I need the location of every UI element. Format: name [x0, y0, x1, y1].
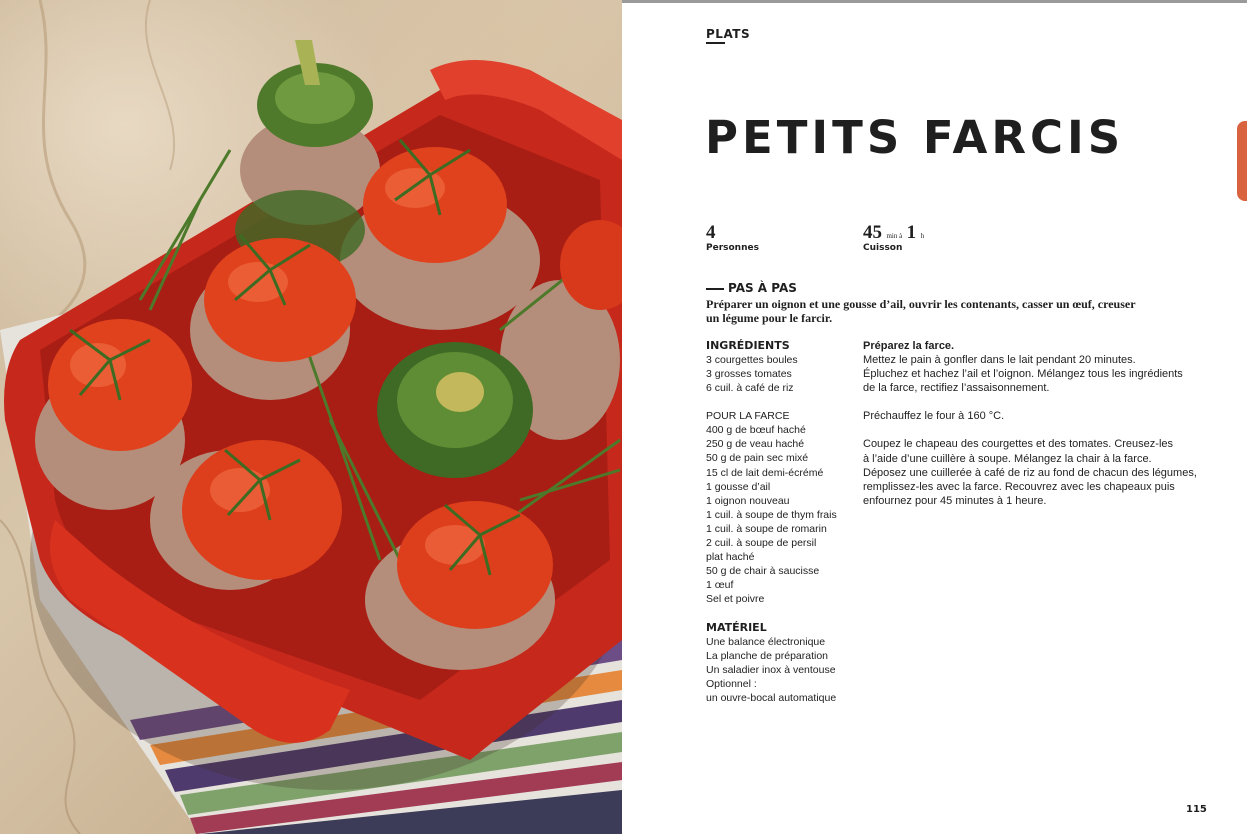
cook-label: Cuisson	[863, 243, 903, 253]
instruction-line: à l’aide d’une cuillère à soupe. Mélangez la chair à la farce.	[863, 452, 1152, 465]
stuffing-item: 1 oignon nouveau	[706, 494, 790, 507]
ingredients-title: INGRÉDIENTS	[706, 339, 790, 352]
equipment-item: Une balance électronique	[706, 635, 826, 648]
section-label: PLATS	[706, 27, 751, 41]
instruction-line: Épluchez et hachez l’ail et l’oignon. Mélangez tous les ingrédients	[863, 368, 1183, 381]
instruction-line: de la farce, rectifiez l’assaisonnement.	[863, 382, 1050, 395]
stuffing-title: POUR LA FARCE	[706, 410, 790, 423]
instruction-paragraph	[863, 339, 1213, 395]
instruction-step-title: Préparez la farce.	[863, 340, 955, 352]
cook-min-value: 45	[863, 222, 882, 243]
stuffed-vegetables-illustration	[0, 0, 622, 834]
stuffing-item: 50 g de chair à saucisse	[706, 565, 820, 578]
stuffing-item: 50 g de pain sec mixé	[706, 452, 809, 465]
cook-min-unit: min à	[886, 232, 903, 240]
step-intro	[706, 297, 1186, 325]
stuffing-item: 250 g de veau haché	[706, 438, 805, 451]
instruction-line: Déposez une cuillerée à café de riz au fond de chacun des légumes,	[863, 466, 1197, 479]
stuffing-item: 1 cuil. à soupe de thym frais	[706, 508, 837, 521]
heading-dash	[706, 288, 724, 290]
page-tab-marker	[1237, 121, 1247, 201]
stuffing-item: Sel et poivre	[706, 593, 765, 606]
cooking-time-stat	[863, 222, 924, 253]
equipment-item: La planche de préparation	[706, 649, 829, 662]
stuffing-item: 1 œuf	[706, 579, 734, 592]
stuffing-item: plat haché	[706, 551, 755, 564]
ingredient-item: 3 courgettes boules	[706, 354, 798, 366]
stuffing-item: 1 gousse d’ail	[706, 480, 771, 493]
stuffing-item: 2 cuil. à soupe de persil	[706, 537, 817, 550]
instruction-line: Mettez le pain à gonfler dans le lait pendant 20 minutes.	[863, 354, 1136, 367]
instruction-line: Préchauffez le four à 160 °C.	[863, 410, 1005, 423]
ingredient-item: 3 grosses tomates	[706, 368, 792, 381]
instruction-line: Coupez le chapeau des courgettes et des tomates. Creusez-les	[863, 438, 1174, 451]
equipment-item: un ouvre-bocal automatique	[706, 691, 837, 704]
steps-heading-text: PAS À PAS	[728, 281, 797, 295]
section-underline	[706, 42, 725, 44]
servings-value: 4	[706, 222, 716, 243]
stuffing-item: 15 cl de lait demi-écrémé	[706, 466, 824, 479]
instruction-line: remplissez-les avec la farce. Recouvrez avec les chapeaux puis	[863, 480, 1175, 493]
ingredients-group	[706, 339, 856, 395]
intro-line: Préparer un oignon et une gousse d’ail, ouvrir les contenants, casser un œuf, creuser	[706, 297, 1136, 311]
instruction-paragraph	[863, 437, 1213, 507]
cook-max-value: 1	[906, 222, 917, 243]
stuffing-item: 1 cuil. à soupe de romarin	[706, 522, 827, 535]
top-rule	[622, 0, 1247, 3]
ingredient-item: 6 cuil. à café de riz	[706, 382, 794, 395]
instructions-column	[863, 339, 1213, 522]
instruction-paragraph	[863, 409, 1213, 423]
stuffing-item: 400 g de bœuf haché	[706, 424, 806, 437]
instruction-line: enfournez pour 45 minutes à 1 heure.	[863, 494, 1047, 507]
page-number: 115	[1186, 804, 1207, 815]
steps-heading	[706, 281, 797, 295]
stuffing-group	[706, 409, 856, 606]
recipe-photo	[0, 0, 622, 834]
equipment-item: Un saladier inox à ventouse	[706, 663, 836, 676]
cook-max-unit: h	[920, 232, 925, 240]
servings-label: Personnes	[706, 243, 759, 253]
ingredients-column	[706, 339, 856, 719]
servings-stat	[706, 222, 759, 253]
equipment-item: Optionnel :	[706, 677, 757, 690]
equipment-title: MATÉRIEL	[706, 620, 767, 634]
equipment-group	[706, 621, 856, 705]
recipe-title: PETITS FARCIS	[705, 111, 1125, 164]
intro-line: un légume pour le farcir.	[706, 311, 833, 325]
